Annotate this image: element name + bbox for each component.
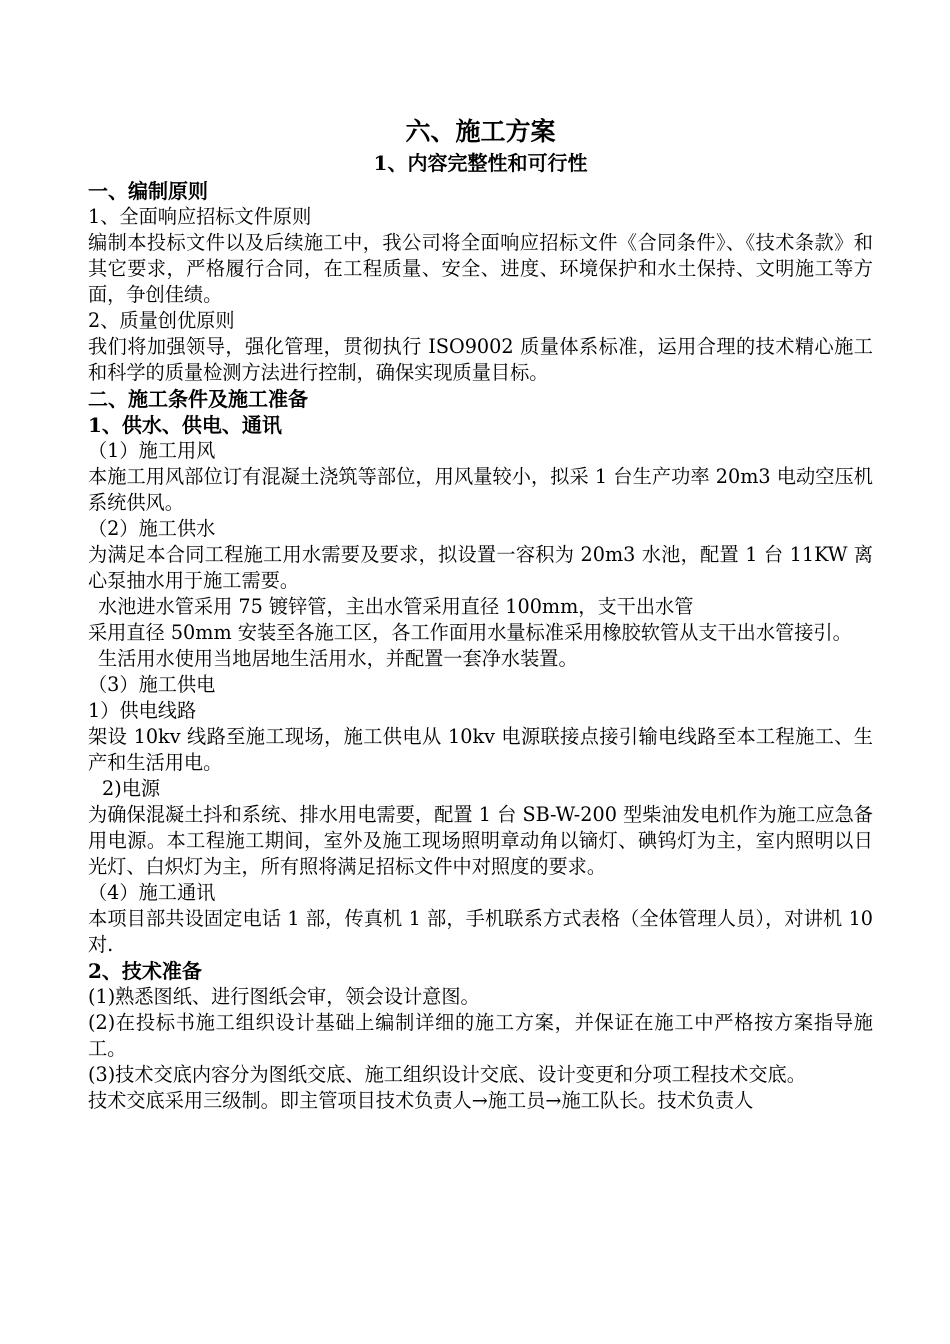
paragraph-water-4: 生活用水使用当地居地生活用水，并配置一套净水装置。: [98, 647, 578, 670]
document-subtitle: 1、内容完整性和可行性: [373, 151, 588, 175]
paragraph-response-principle: 编制本投标文件以及后续施工中，我公司将全面响应招标文件《合同条件》、《技术条款》和其它要求，严格履行合同，在工程质量、安全、进度、环境保护和水土保持、文明施工等方面，争创佳绩。: [88, 231, 873, 306]
paragraph-communication: 本项目部共设固定电话 1 部，传真机 1 部，手机联系方式表格（全体管理人员），对讲机 10 对.: [88, 907, 873, 956]
paragraph-tech-3: (3)技术交底内容分为图纸交底、施工组织设计交底、设计变更和分项工程技术交底。: [88, 1063, 806, 1086]
item-heading-communication: （4）施工通讯: [88, 881, 216, 904]
section-heading-conditions: 二、施工条件及施工准备: [88, 387, 308, 411]
subitem-heading-power-source: 2)电源: [102, 777, 161, 800]
paragraph-tech-2: (2)在投标书施工组织设计基础上编制详细的施工方案，并保证在施工中严格按方案指导施工。: [88, 1011, 873, 1060]
subheading-utilities: 1、供水、供电、通讯: [88, 413, 282, 437]
paragraph-power-line: 架设 10kv 线路至施工现场，施工供电从 10kv 电源联接点接引输电线路至本工程施工、生产和生活用电。: [88, 725, 873, 774]
subheading-quality-principle: 2、质量创优原则: [88, 309, 235, 332]
subitem-heading-power-line: 1）供电线路: [88, 699, 197, 722]
paragraph-water-2: 水池进水管采用 75 镀锌管，主出水管采用直径 100mm，支干出水管: [98, 595, 694, 618]
document-page: [88, 116, 873, 1114]
subheading-response-principle: 1、全面响应招标文件原则: [88, 205, 312, 228]
paragraph-wind: 本施工用风部位订有混凝土浇筑等部位，用风量较小，拟采 1 台生产功率 20m3 电动空压机系统供风。: [88, 465, 873, 514]
paragraph-power-source: 为确保混凝土抖和系统、排水用电需要，配置 1 台 SB-W-200 型柴油发电机作为施工应急备用电源。本工程施工期间，室外及施工现场照明章动角以镝灯、碘钨灯为主，室内照明以日光灯、白炽灯为主，所有照将满足招标文件中对照度的要求。: [88, 803, 873, 878]
paragraph-tech-4: 技术交底采用三级制。即主管项目技术负责人→施工员→施工队长。技术负责人: [88, 1089, 754, 1112]
paragraph-tech-1: (1)熟悉图纸、进行图纸会审，领会设计意图。: [88, 985, 480, 1008]
paragraph-water-3: 采用直径 50mm 安装至各施工区，各工作面用水量标准采用橡胶软管从支干出水管接引。: [88, 621, 852, 644]
item-heading-water: （2）施工供水: [88, 517, 216, 540]
section-heading-principles: 一、编制原则: [88, 179, 208, 203]
subheading-technical-preparation: 2、技术准备: [88, 959, 202, 983]
paragraph-quality-principle: 我们将加强领导，强化管理，贯彻执行 ISO9002 质量体系标准，运用合理的技术精心施工和科学的质量检测方法进行控制，确保实现质量目标。: [88, 335, 873, 384]
document-title: 六、施工方案: [405, 117, 556, 146]
item-heading-wind: （1）施工用风: [88, 439, 216, 462]
item-heading-power: （3）施工供电: [88, 673, 216, 696]
paragraph-water-1: 为满足本合同工程施工用水需要及要求，拟设置一容积为 20m3 水池，配置 1 台 11KW 离心泵抽水用于施工需要。: [88, 543, 873, 592]
